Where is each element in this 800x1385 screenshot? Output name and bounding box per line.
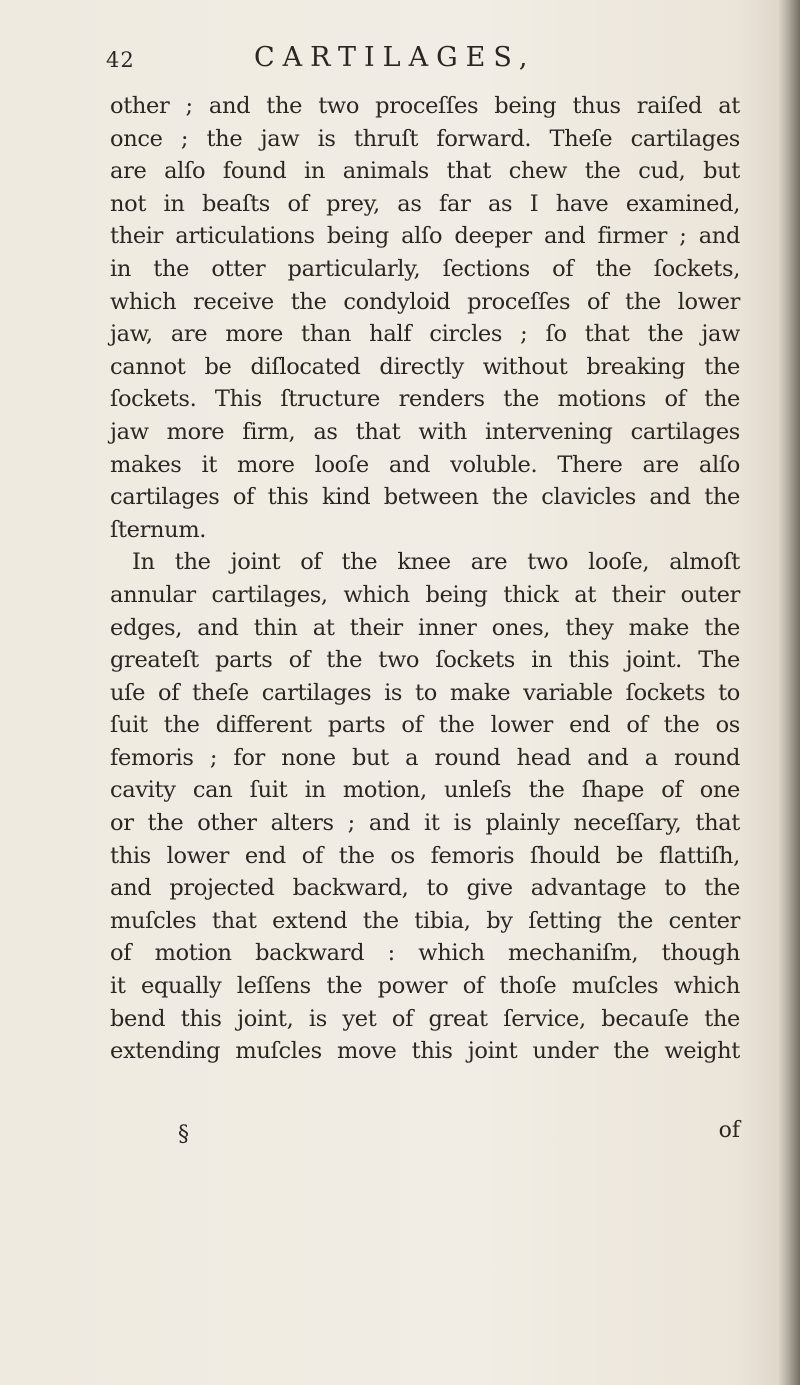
text-line: and projected backward, to give advantage to the <box>110 875 740 902</box>
text-line: cartilages of this kind between the clavicles and the <box>110 484 740 511</box>
text-line: it equally leſſens the power of thoſe muſcles which <box>110 973 740 1000</box>
page-number: 42 <box>106 48 135 72</box>
text-line: which receive the condyloid proceſſes of the lower <box>110 288 740 315</box>
text-line: muſcles that extend the tibia, by ſetting the center <box>110 907 740 934</box>
text-line: bend this joint, is yet of great ſervice, becauſe the <box>110 1005 740 1032</box>
text-line: ſuit the different parts of the lower end of the os <box>110 712 740 739</box>
text-line: femoris ; for none but a round head and a round <box>110 744 740 771</box>
page-header <box>106 42 666 82</box>
text-line: once ; the jaw is thruſt forward. Theſe cartilages <box>110 125 740 152</box>
text-line: uſe of theſe cartilages is to make variable ſockets to <box>110 679 740 706</box>
page-footer <box>110 1118 740 1152</box>
text-line: or the other alters ; and it is plainly neceſſary, that <box>110 810 740 837</box>
text-line: in the otter particularly, ſections of the ſockets, <box>110 255 740 282</box>
text-line: ſockets. This ſtructure renders the motions of the <box>110 386 740 413</box>
text-line: cannot be diſlocated directly without breaking the <box>110 353 740 380</box>
text-line: their articulations being alſo deeper and firmer ; and <box>110 223 740 250</box>
page-gutter-shadow <box>778 0 800 1385</box>
body-text <box>110 90 740 1068</box>
text-line: other ; and the two proceſſes being thus raiſed at <box>110 93 740 119</box>
text-line: jaw more firm, as that with intervening cartilages <box>110 418 740 445</box>
text-line: ſternum. <box>110 516 207 543</box>
text-line: extending muſcles move this joint under the weight <box>110 1038 740 1065</box>
paragraph-start-line: In the joint of the knee are two looſe, almoſt <box>132 549 740 576</box>
running-title: CARTILAGES, <box>254 42 536 73</box>
text-line: greateſt parts of the two ſockets in this joint. The <box>110 647 740 674</box>
text-line: of motion backward : which mechaniſm, though <box>110 940 740 967</box>
text-line: annular cartilages, which being thick at their outer <box>110 581 740 608</box>
text-line: cavity can ſuit in motion, unleſs the ſhape of one <box>110 777 740 804</box>
text-line: are alſo found in animals that chew the cud, but <box>110 158 740 185</box>
text-line: makes it more looſe and voluble. There are alſo <box>110 451 740 478</box>
text-line: jaw, are more than half circles ; ſo that the jaw <box>110 321 740 348</box>
catchword: of <box>718 1118 740 1143</box>
text-line: not in beaſts of prey, as far as I have examined, <box>110 190 740 217</box>
text-line: edges, and thin at their inner ones, they make the <box>110 614 740 641</box>
signature-mark: § <box>178 1122 189 1147</box>
text-line: this lower end of the os femoris ſhould be flattiſh, <box>110 842 740 869</box>
